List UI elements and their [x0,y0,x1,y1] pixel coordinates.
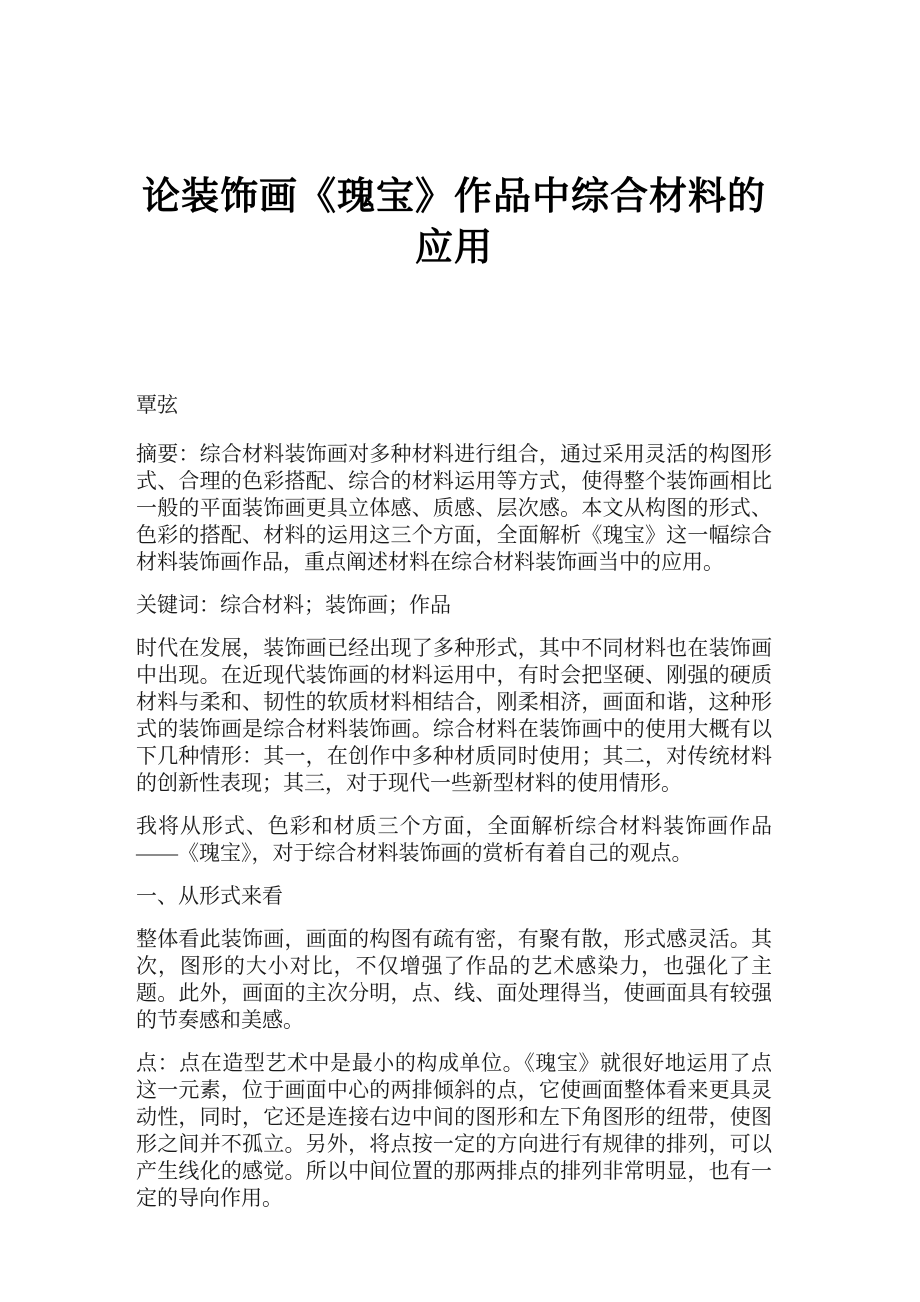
page-title: 论装饰画《瑰宝》作品中综合材料的应用 [141,176,766,269]
author-name: 覃弦 [136,393,178,417]
paragraph-intro: 时代在发展，装饰画已经出现了多种形式，其中不同材料也在装饰画中出现。在近现代装饰画的材料运用中，有时会把坚硬、刚强的硬质材料与柔和、韧性的软质材料相结合，刚柔相济，画面和谐，这种形式的装饰画是综合材料装饰画。综合材料在装饰画中的使用大概有以下几种情形：其一，在创作中多种材质同时使用；其二，对传统材料的创新性表现；其三，对于现代一些新型材料的使用情形。 [136,636,772,795]
section-heading-form: 一、从形式来看 [136,884,283,908]
paragraph-dots: 点：点在造型艺术中是最小的构成单位。《瑰宝》就很好地运用了点这一元素，位于画面中心的两排倾斜的点，它使画面整体看来更具灵动性，同时，它还是连接右边中间的图形和左下角图形的纽带，使图形之间并不孤立。另外，将点按一定的方向进行有规律的排列，可以产生线化的感觉。所以中间位置的那两排点的排列非常明显，也有一定的导向作用。 [136,1051,772,1210]
paragraph-overall-form: 整体看此装饰画，画面的构图有疏有密，有聚有散，形式感灵活。其次，图形的大小对比，不仅增强了作品的艺术感染力，也强化了主题。此外，画面的主次分明，点、线、面处理得当，使画面具有较强的节奏感和美感。 [136,927,772,1032]
keywords-line: 关键词：综合材料；装饰画；作品 [136,593,451,617]
paragraph-viewpoint: 我将从形式、色彩和材质三个方面，全面解析综合材料装饰画作品——《瑰宝》，对于综合材料装饰画的赏析有着自己的观点。 [136,814,772,865]
abstract-paragraph: 摘要：综合材料装饰画对多种材料进行组合，通过采用灵活的构图形式、合理的色彩搭配、综合的材料运用等方式，使得整个装饰画相比一般的平面装饰画更具立体感、质感、层次感。本文从构图的形式、色彩的搭配、材料的运用这三个方面，全面解析《瑰宝》这一幅综合材料装饰画作品，重点阐述材料在综合材料装饰画当中的应用。 [136,442,772,574]
